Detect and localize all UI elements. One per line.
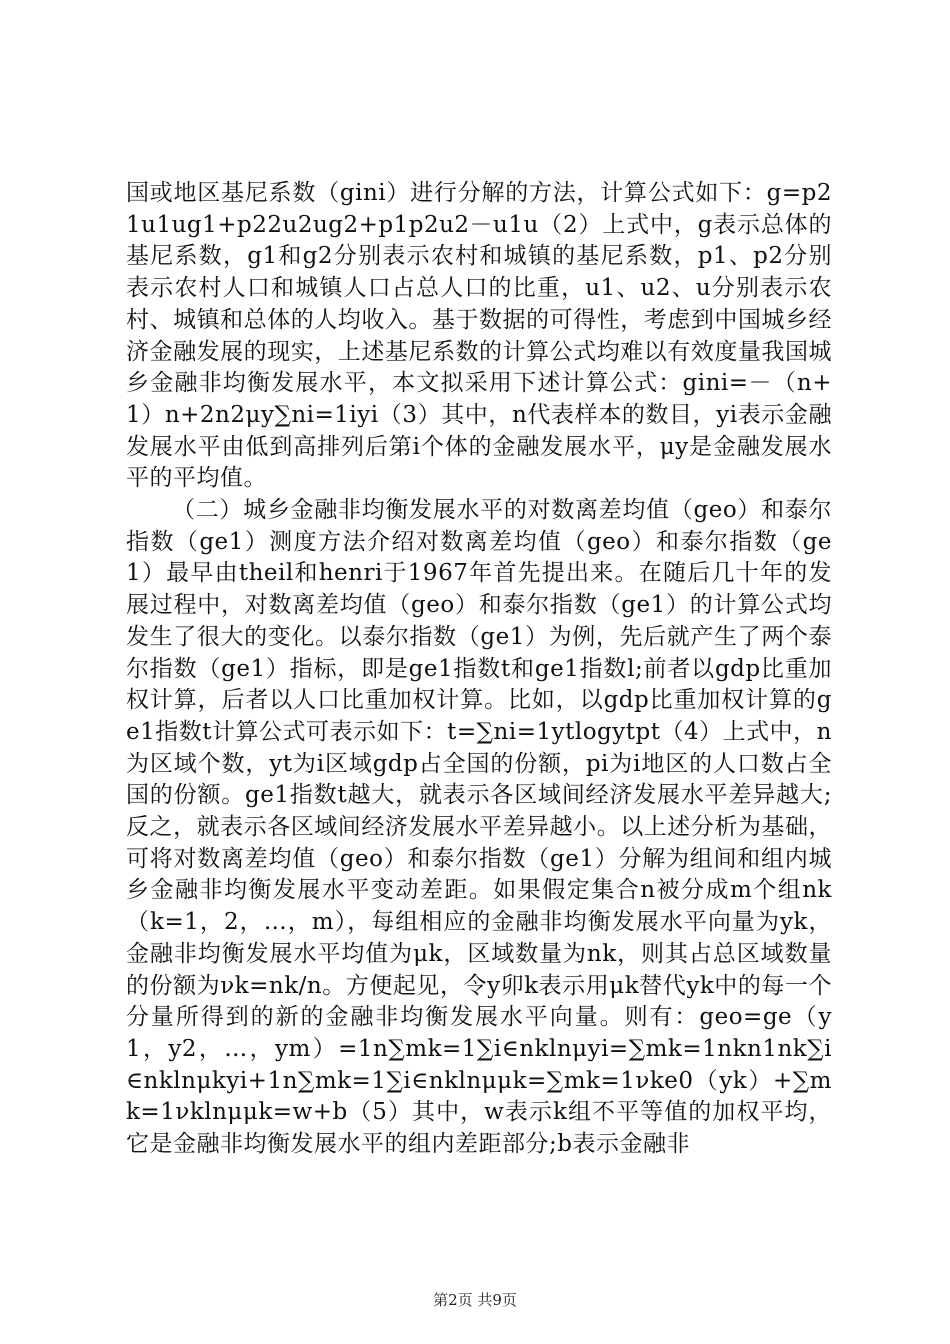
document-body	[126, 178, 832, 1161]
page-footer: 第2页 共9页	[433, 1291, 517, 1309]
paragraph-geo-theil-index: （二）城乡金融非均衡发展水平的对数离差均值（geo）和泰尔指数（ge1）测度方法介绍对数离差均值（geo）和泰尔指数（ge1）最早由theil和henri于1967年首先提出来。在随后几十年的发展过程中，对数离差均值（geo）和泰尔指数（ge1）的计算公式均发生了很大的变化。以泰尔指数（ge1）为例，先后就产生了两个泰尔指数（ge1）指标，即是ge1指数t和ge1指数l;前者以gdp比重加权计算，后者以人口比重加权计算。比如，以gdp比重加权计算的ge1指数t计算公式可表示如下：t=∑ni=1ytlogytpt（4）上式中，n为区域个数，yt为i区域gdp占全国的份额，pi为i地区的人口数占全国的份额。ge1指数t越大，就表示各区域间经济发展水平差异越大;反之，就表示各区域间经济发展水平差异越小。以上述分析为基础，可将对数离差均值（geo）和泰尔指数（ge1）分解为组间和组内城乡金融非均衡发展水平变动差距。如果假定集合n被分成m个组nk（k=1，2，…，m），每组相应的金融非均衡发展水平向量为yk，金融非均衡发展水平均值为μk，区域数量为nk，则其占总区域数量的份额为νk=nk/n。方便起见，令y卯k表示用μk替代yk中的每一个分量所得到的新的金融非均衡发展水平向量。则有：geo=ge（y1，y2，…，ym）=1n∑mk=1∑i∈nklnμyi=∑mk=1nkn1nk∑i∈nklnμkyi+1n∑mk=1∑i∈nklnμμk=∑mk=1νke0（yk）+∑mk=1νklnμμk=w+b（5）其中，w表示k组不平等值的加权平均，它是金融非均衡发展水平的组内差距部分;b表示金融非	[126, 497, 832, 1158]
paragraph-gini-decomposition: 国或地区基尼系数（gini）进行分解的方法，计算公式如下：g=p21u1ug1+p22u2ug2+p1p2u2－u1u（2）上式中，g表示总体的基尼系数，g1和g2分别表示农村和城镇的基尼系数，p1、p2分别表示农村人口和城镇人口占总人口的比重，u1、u2、u分别表示农村、城镇和总体的人均收入。基于数据的可得性，考虑到中国城乡经济金融发展的现实，上述基尼系数的计算公式均难以有效度量我国城乡金融非均衡发展水平，本文拟采用下述计算公式：gini=－（n+1）n+2n2μy∑ni=1iyi（3）其中，n代表样本的数目，yi表示金融发展水平由低到高排列后第i个体的金融发展水平，μy是金融发展水平的平均值。	[126, 180, 832, 492]
